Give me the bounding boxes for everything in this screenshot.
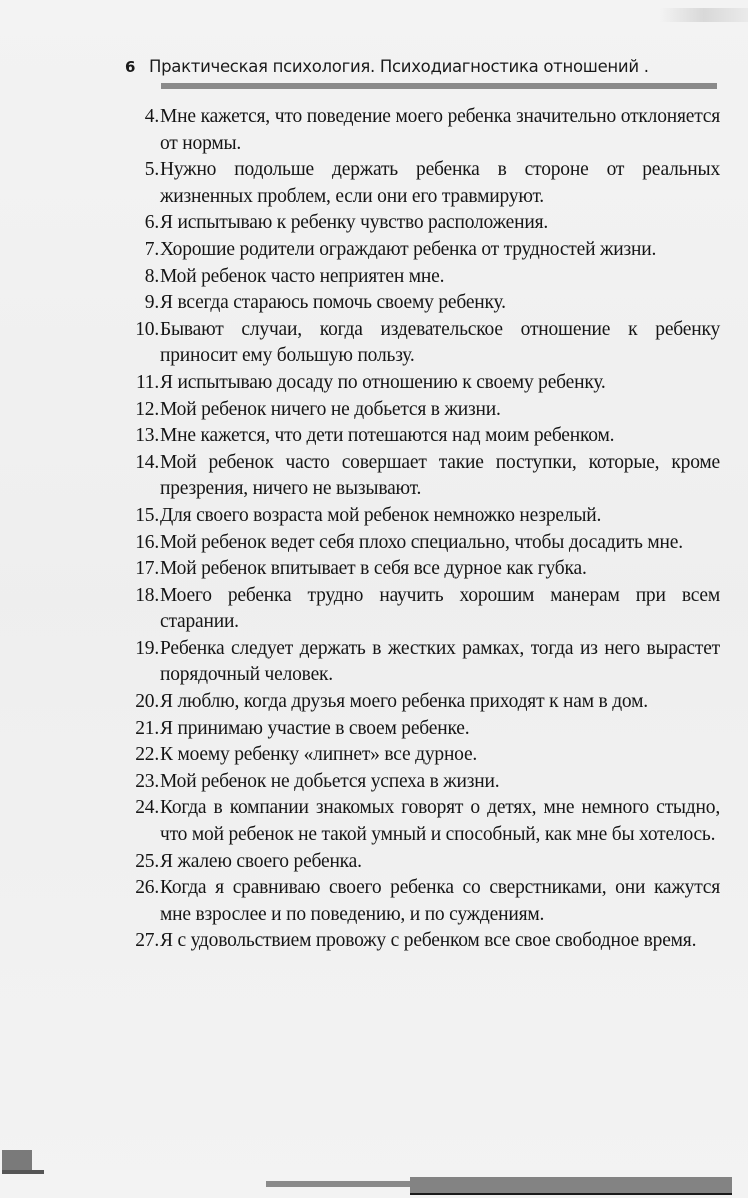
list-item xyxy=(128,157,720,210)
item-text: Я жалею своего ребенка. xyxy=(160,850,362,872)
item-text: Я люблю, когда друзья моего ребенка приходят к нам в дом. xyxy=(160,691,648,713)
page-number: 6 xyxy=(125,58,136,76)
item-number: 20. xyxy=(135,691,159,713)
item-number: 22. xyxy=(135,744,159,766)
item-text: Мне кажется, что поведение моего ребенка значительно отклоняется от нормы. xyxy=(160,106,720,154)
item-number: 13. xyxy=(135,425,159,447)
list-item xyxy=(128,556,720,583)
list-item xyxy=(128,636,720,689)
questionnaire-items xyxy=(128,104,720,955)
item-text: Я с удовольствием провожу с ребенком все свое свободное время. xyxy=(160,930,697,952)
item-number: 6. xyxy=(144,212,159,234)
list-item xyxy=(128,742,720,769)
item-number: 12. xyxy=(135,398,159,420)
item-number: 25. xyxy=(135,850,159,872)
item-number: 23. xyxy=(135,770,159,792)
item-number: 11. xyxy=(135,371,159,393)
item-text: Хорошие родители ограждают ребенка от трудностей жизни. xyxy=(160,238,657,260)
item-text: Ребенка следует держать в жестких рамках, тогда из него вырастет порядочный человек. xyxy=(160,637,720,686)
item-number: 10. xyxy=(135,318,159,340)
item-number: 26. xyxy=(135,877,159,899)
item-text: Мой ребенок ничего не добьется в жизни. xyxy=(160,398,501,420)
item-text: Мой ребенок часто совершает такие поступки, которые, кроме презрения, ничего не вызывают. xyxy=(160,451,720,500)
list-item xyxy=(128,530,720,557)
item-number: 24. xyxy=(135,797,159,819)
scan-shadow xyxy=(660,8,748,22)
list-item xyxy=(128,104,720,157)
item-text: Я принимаю участие в своем ребенке. xyxy=(160,717,470,739)
item-number: 8. xyxy=(144,265,159,287)
list-item xyxy=(128,290,720,317)
item-number: 15. xyxy=(135,504,159,526)
item-number: 7. xyxy=(144,238,159,260)
item-number: 9. xyxy=(144,292,159,314)
item-text: Я испытываю досаду по отношению к своему ребенку. xyxy=(160,371,606,393)
footer-rule-thin xyxy=(266,1181,410,1187)
list-item xyxy=(128,583,720,636)
item-number: 27. xyxy=(135,930,159,952)
list-item xyxy=(128,928,720,955)
item-number: 17. xyxy=(135,558,159,580)
item-text: Я всегда стараюсь помочь своему ребенку. xyxy=(160,292,506,314)
list-item xyxy=(128,503,720,530)
book-title: Практическая психология. Психодиагностика отношений . xyxy=(149,57,649,76)
list-item xyxy=(128,397,720,424)
item-text: Мой ребенок ведет себя плохо специально, чтобы досадить мне. xyxy=(160,531,683,553)
item-text: Мой ребенок не добьется успеха в жизни. xyxy=(160,770,500,792)
item-number: 18. xyxy=(135,584,159,606)
list-item xyxy=(128,450,720,503)
item-text: Мой ребенок часто неприятен мне. xyxy=(160,265,445,287)
list-item xyxy=(128,237,720,264)
list-item xyxy=(128,210,720,237)
list-item xyxy=(128,875,720,928)
list-item xyxy=(128,317,720,370)
list-item xyxy=(128,716,720,743)
item-text: Моего ребенка трудно научить хорошим манерам при всем старании. xyxy=(160,584,720,633)
item-text: Бывают случаи, когда издевательское отношение к ребенку приносит ему большую пользу. xyxy=(160,318,720,367)
item-text: Когда я сравниваю своего ребенка со сверстниками, они кажутся мне взрослее и по поведению, и по суждениям. xyxy=(160,877,720,925)
item-text: Когда в компании знакомых говорят о детях, мне немного стыдно, что мой ребенок не такой умный и способный, как мне бы хотелось. xyxy=(160,797,720,846)
item-number: 21. xyxy=(135,717,159,739)
item-text: Я испытываю к ребенку чувство расположения. xyxy=(160,212,549,234)
list-item xyxy=(128,795,720,848)
item-number: 16. xyxy=(135,531,159,553)
list-item xyxy=(128,769,720,796)
item-text: Нужно подольше держать ребенка в стороне от реальных жизненных проблем, если они его травмируют. xyxy=(160,159,720,207)
scan-edge-mark-tail xyxy=(2,1170,44,1174)
list-item xyxy=(128,264,720,291)
list-item xyxy=(128,370,720,397)
item-text: Мне кажется, что дети потешаются над моим ребенком. xyxy=(160,425,615,447)
header-rule xyxy=(161,83,717,89)
item-number: 14. xyxy=(135,451,159,473)
item-number: 4. xyxy=(144,106,159,127)
list-item xyxy=(128,849,720,876)
item-number: 19. xyxy=(135,637,159,659)
item-text: Для своего возраста мой ребенок немножко незрелый. xyxy=(160,504,602,526)
footer-rule-thick xyxy=(410,1177,732,1195)
item-text: К моему ребенку «липнет» все дурное. xyxy=(160,744,478,766)
list-item xyxy=(128,689,720,716)
list-item xyxy=(128,423,720,450)
running-head xyxy=(125,56,725,80)
item-number: 5. xyxy=(144,159,159,181)
item-text: Мой ребенок впитывает в себя все дурное как губка. xyxy=(160,558,587,580)
